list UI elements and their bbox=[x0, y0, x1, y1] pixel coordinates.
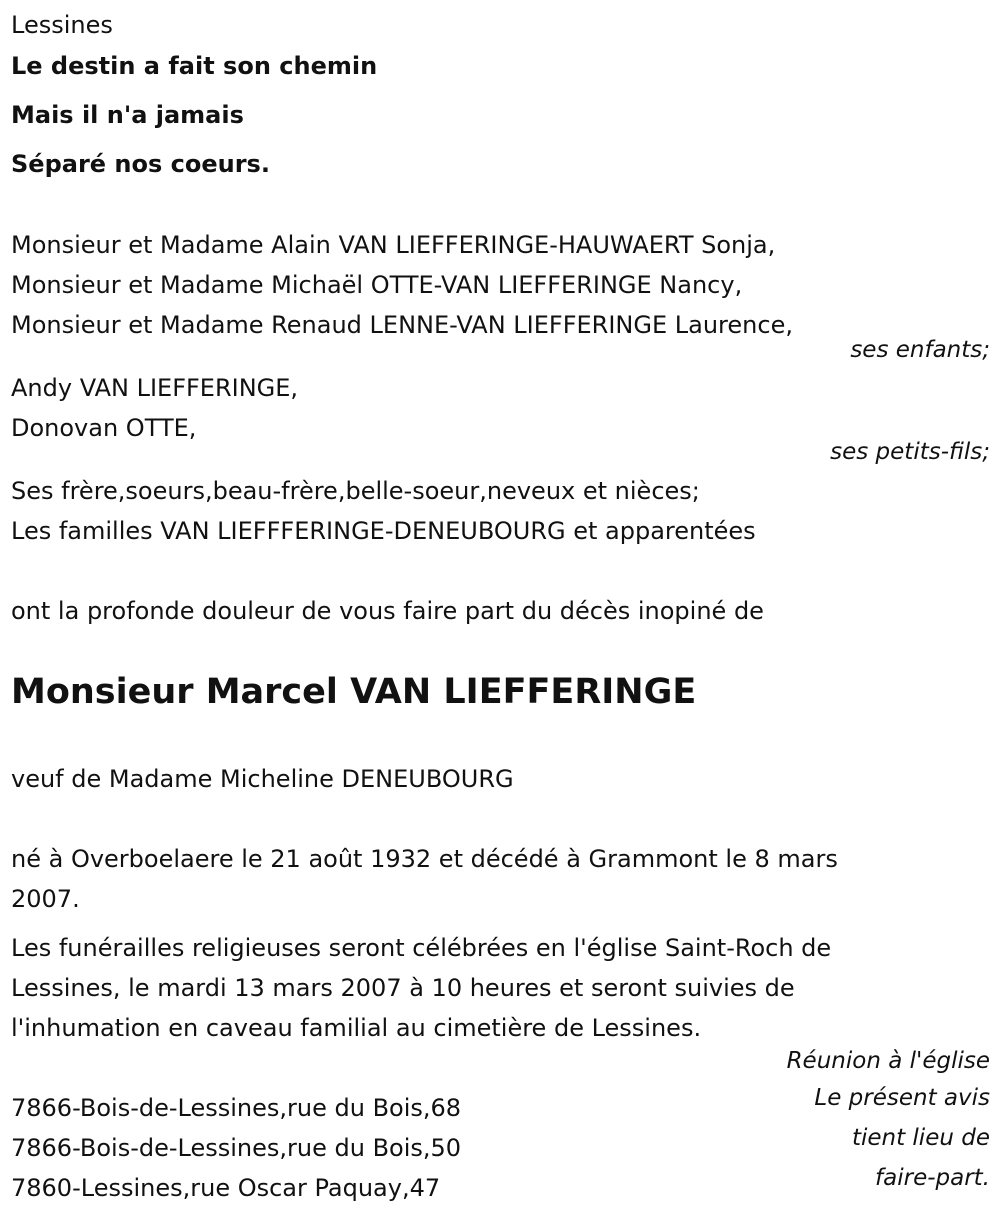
grandchildren-role: ses petits-fils; bbox=[830, 439, 990, 465]
address-line: 7866-Bois-de-Lessines,rue du Bois,50 bbox=[11, 1134, 462, 1162]
children-role: ses enfants; bbox=[850, 337, 990, 363]
child-line: Monsieur et Madame Michaël OTTE-VAN LIEFFERINGE Nancy, bbox=[11, 271, 743, 299]
funeral-line: Les funérailles religieuses seront célébrées en l'église Saint-Roch de bbox=[11, 934, 832, 962]
funeral-line: Lessines, le mardi 13 mars 2007 à 10 heures et seront suivies de bbox=[11, 974, 795, 1002]
deceased-name: Monsieur Marcel VAN LIEFFERINGE bbox=[11, 672, 697, 712]
note-line: Réunion à l'église bbox=[786, 1048, 990, 1074]
grandchild-line: Andy VAN LIEFFERINGE, bbox=[11, 374, 299, 402]
widow-of-text: veuf de Madame Micheline DENEUBOURG bbox=[11, 765, 514, 793]
family-line: Les familles VAN LIEFFFERINGE-DENEUBOURG et apparentées bbox=[11, 517, 756, 545]
poem-line: Mais il n'a jamais bbox=[11, 101, 244, 129]
family-line: Ses frère,soeurs,beau-frère,belle-soeur,neveux et nièces; bbox=[11, 477, 700, 505]
birth-death-line: 2007. bbox=[11, 885, 80, 913]
address-line: 7860-Lessines,rue Oscar Paquay,47 bbox=[11, 1174, 441, 1202]
child-line: Monsieur et Madame Renaud LENNE-VAN LIEFFERINGE Laurence, bbox=[11, 311, 793, 339]
note-line: tient lieu de bbox=[851, 1125, 990, 1151]
birth-death-line: né à Overboelaere le 21 août 1932 et décédé à Grammont le 8 mars bbox=[11, 845, 838, 873]
grandchild-line: Donovan OTTE, bbox=[11, 414, 197, 442]
poem-line: Séparé nos coeurs. bbox=[11, 150, 270, 178]
funeral-line: l'inhumation en caveau familial au cimetière de Lessines. bbox=[11, 1014, 702, 1042]
child-line: Monsieur et Madame Alain VAN LIEFFERINGE-HAUWAERT Sonja, bbox=[11, 231, 776, 259]
note-line: faire-part. bbox=[875, 1165, 990, 1191]
note-line: Le présent avis bbox=[814, 1085, 990, 1111]
town-heading: Lessines bbox=[11, 11, 113, 39]
announcement-text: ont la profonde douleur de vous faire part du décès inopiné de bbox=[11, 597, 764, 625]
address-line: 7866-Bois-de-Lessines,rue du Bois,68 bbox=[11, 1094, 462, 1122]
poem-line: Le destin a fait son chemin bbox=[11, 52, 378, 80]
